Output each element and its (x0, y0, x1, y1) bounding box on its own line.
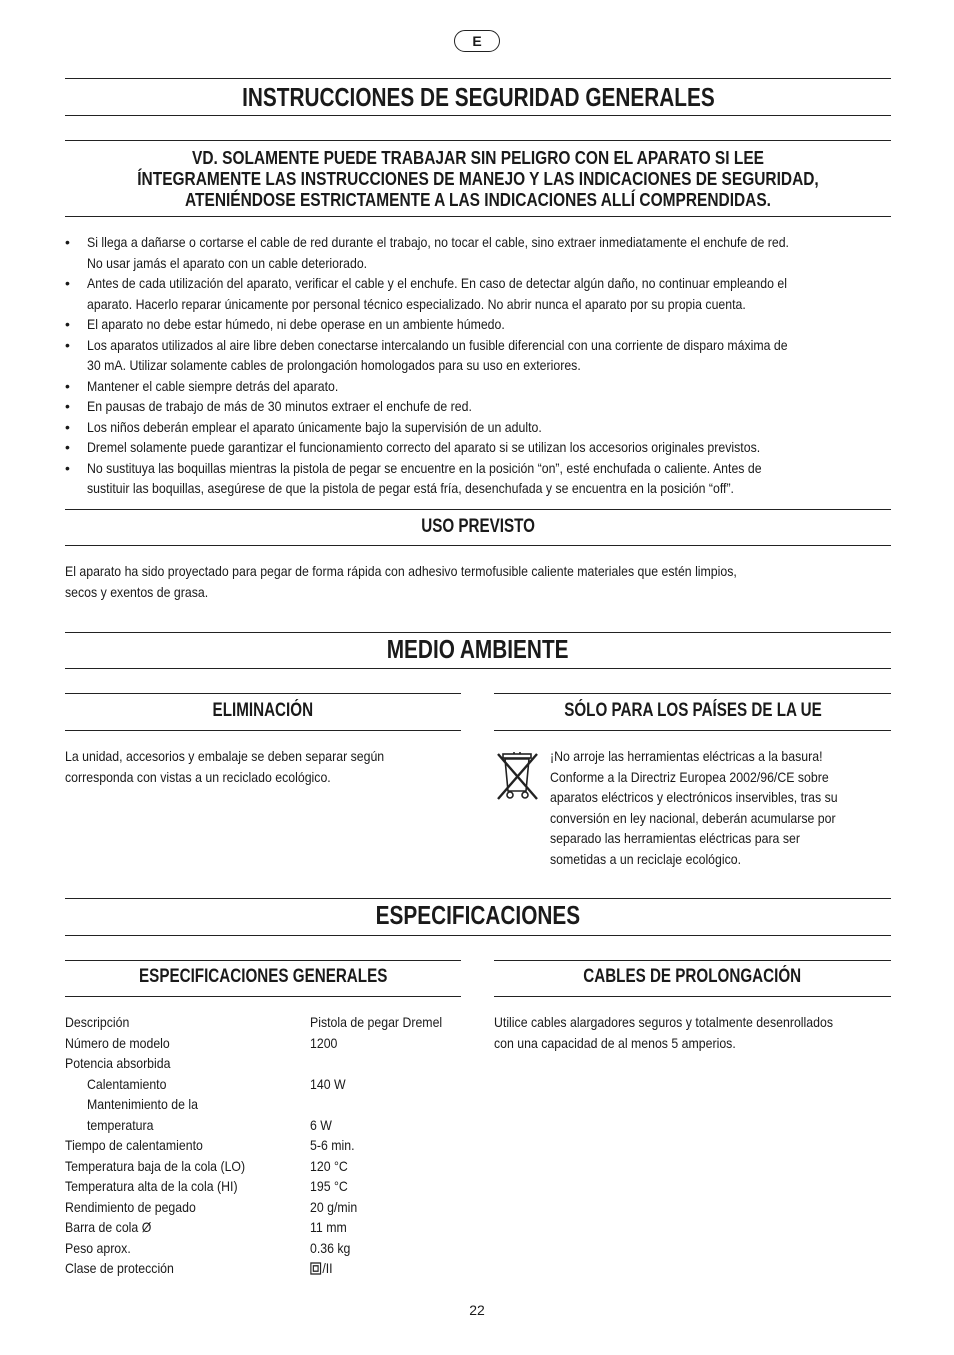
divider (65, 509, 891, 510)
table-row: Número de modelo 1200 (65, 1034, 338, 1051)
divider (65, 545, 891, 546)
table-row: Mantenimiento de la temperatura 6 W (87, 1096, 332, 1133)
divider (65, 960, 461, 961)
divider (65, 730, 461, 731)
divider (65, 632, 891, 633)
divider (494, 996, 891, 997)
divider (65, 898, 891, 899)
table-row: Calentamiento 140 W (87, 1075, 346, 1092)
list-item: • En pausas de trabajo de más de 30 minutos extraer el enchufe de red. (65, 396, 891, 417)
table-row: Barra de cola Ø 11 mm (65, 1219, 347, 1235)
list-item: • Antes de cada utilización del aparato, verificar el cable y el enchufe. En caso de detectar algún daño, no continuar empleando el aparato. Hacerlo reparar únicamente por personal técnico especializado. No abrir nunca el aparato por su propia cuenta. (65, 273, 891, 314)
divider (494, 730, 891, 731)
divider (65, 935, 891, 936)
table-row: Rendimiento de pegado 20 g/min (65, 1198, 358, 1215)
divider (65, 140, 891, 141)
table-row: Potencia absorbida (65, 1055, 171, 1071)
list-item: • Mantener el cable siempre detrás del aparato. (65, 376, 891, 397)
divider (65, 78, 891, 79)
extension-cables-title: CABLES DE PROLONGACIÓN (583, 966, 802, 987)
safety-title: INSTRUCCIONES DE SEGURIDAD GENERALES (241, 82, 715, 112)
safety-warning (65, 148, 891, 211)
environment-title: MEDIO AMBIENTE (387, 634, 569, 664)
table-row: Descripción Pistola de pegar Dremel (65, 1014, 443, 1030)
table-row: Temperatura baja de la cola (LO) 120 °C (65, 1157, 348, 1174)
intended-use-text: El aparato ha sido proyectado para pegar de forma rápida con adhesivo termofusible caliente materiales que estén limpios, secos y exentos de grasa. (65, 563, 737, 600)
list-item: • Los niños deberán emplear el aparato únicamente bajo la supervisión de un adulto. (65, 417, 891, 438)
double-insulation-icon (310, 1262, 321, 1275)
table-row: Peso aprox. 0.36 kg (65, 1239, 351, 1256)
disposal-text: La unidad, accesorios y embalaje se deben separar según corresponda con vistas a un reciclado ecológico. (65, 748, 385, 785)
extension-cables-text: Utilice cables alargadores seguros y totalmente desenrollados con una capacidad de al menos 5 amperios. (494, 1014, 833, 1051)
crossed-out-wheelie-bin-icon (494, 751, 542, 803)
list-item: • Los aparatos utilizados al aire libre deben conectarse intercalando un fusible diferencial con una corriente de disparo máxima de 30 mA. Utilizar solamente cables de prolongación homologados para su uso en exteriores. (65, 335, 891, 376)
table-row: Temperatura alta de la cola (HI) 195 °C (65, 1178, 348, 1194)
divider (65, 693, 461, 694)
general-specs-title: ESPECIFICACIONES GENERALES (138, 966, 388, 987)
specs-table (65, 1012, 465, 1279)
safety-bullet-list (65, 232, 891, 499)
table-row: Clase de protección /II (65, 1260, 333, 1276)
warning-line: VD. SOLAMENTE PUEDE TRABAJAR SIN PELIGRO CON EL APARATO SI LEE (192, 148, 764, 168)
list-item: • Dremel solamente puede garantizar el funcionamiento correcto del aparato si se utilizan los accesorios originales previstos. (65, 437, 891, 458)
divider (494, 693, 891, 694)
divider (65, 668, 891, 669)
specifications-title: ESPECIFICACIONES (375, 900, 581, 930)
eu-only-text: ¡No arroje las herramientas eléctricas a la basura! Conforme a la Directriz Europea 2002/96/CE sobre aparatos eléctricos y electrónicos inservibles, tras su conversión en ley nacional, deberán acumularse por separado las herramientas eléctricas para ser sometidas a un reciclaje ecológico. (550, 748, 838, 867)
divider (65, 115, 891, 116)
intended-use-title: USO PREVISTO (421, 516, 535, 537)
divider (65, 216, 891, 217)
list-item: • El aparato no debe estar húmedo, ni debe operase en un ambiente húmedo. (65, 314, 891, 335)
list-item: • No sustituya las boquillas mientras la pistola de pegar se encuentre en la posición “on”, esté enchufada o caliente. Antes de sustituir las boquillas, asegúrese de que la pistola de pegar está fría, desenchufada y se encuentra en la posición “off”. (65, 458, 891, 499)
table-row: Tiempo de calentamiento 5-6 min. (65, 1137, 355, 1153)
language-badge: E (454, 30, 500, 52)
divider (65, 996, 461, 997)
warning-line: ATENIÉNDOSE ESTRICTAMENTE A LAS INDICACIONES ALLÍ COMPRENDIDAS. (185, 190, 771, 210)
warning-line: ÍNTEGRAMENTE LAS INSTRUCCIONES DE MANEJO Y LAS INDICACIONES DE SEGURIDAD, (137, 169, 819, 189)
disposal-title: ELIMINACIÓN (212, 700, 314, 721)
divider (494, 960, 891, 961)
eu-only-title: SÓLO PARA LOS PAÍSES DE LA UE (563, 700, 822, 721)
page-number: 22 (469, 1302, 485, 1318)
list-item: • Si llega a dañarse o cortarse el cable de red durante el trabajo, no tocar el cable, sino extraer inmediatamente el enchufe de red. No usar jamás el aparato con un cable deteriorado. (65, 232, 891, 273)
